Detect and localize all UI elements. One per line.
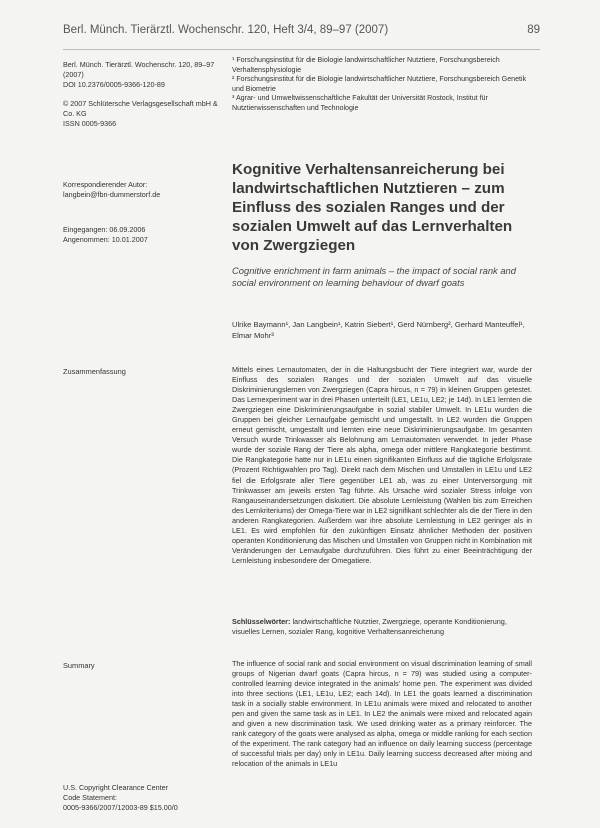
copyright: © 2007 Schlütersche Verlagsgesellschaft mbH & Co. KG (63, 99, 218, 118)
copyright-clearance (63, 783, 223, 813)
abstract-english: The influence of social rank and social environment on visual discrimination learning of small groups of Nigerian dwarf goats (Capra hircus, n = 79) was studied using a computer-controlled learning device integrated in the animals' home pen. The experiment was divided into three sections (LE1, LE1u, LE2; each 14d). In LE1 the goats learned a discrimination task in a socially stable environment. In LE1u animals were mixed and relocated to another pen and given the same task as in LE1. In LE2 the animals were mixed and relocated again and given a new discrimination task. We used drinking water as a primary reinforcer. The rank category of the goats were analysed as alpha, omega or middle ranking for each section of the experiment. The rank category had an influence on daily learning success (percentage of successful trials per day) only in LE1u. Daily learning success decreased after mixing and relocation of the animals in LE1u (232, 659, 532, 769)
running-header (63, 24, 540, 40)
corresponding-label: Korrespondierender Autor: (63, 180, 148, 189)
abstract-english-block (232, 659, 532, 770)
affiliation-3: ³ Agrar- und Umweltwissenschaftliche Fakultät der Universität Rostock, Institut für Nutztierwissenschaften und Technologie (232, 94, 488, 112)
ccc-label: U.S. Copyright Clearance Center (63, 783, 169, 792)
running-title: Berl. Münch. Tierärztl. Wochenschr. 120, Heft 3/4, 89–97 (2007) (63, 24, 389, 36)
issn: ISSN 0005-9366 (63, 119, 117, 128)
doi: DOI 10.2376/0005-9366-120-89 (63, 80, 165, 89)
zusammenfassung-label: Zusammenfassung (63, 367, 126, 376)
abstract-german-block (232, 365, 532, 566)
dates (63, 225, 223, 245)
summary-label: Summary (63, 661, 95, 670)
affiliation-1: ¹ Forschungsinstitut für die Biologie landwirtschaftlicher Nutztiere, Forschungsbereich Verhaltensphysiologie (232, 56, 500, 74)
author-list: Ulrike Baymann¹, Jan Langbein¹, Katrin Siebert¹, Gerd Nürnberg², Gerhard Manteuffel¹, Elmar Mohr³ (232, 320, 525, 340)
correspondence (63, 180, 223, 200)
keywords: landwirtschaftliche Nutztier, Zwergziege, operante Konditionierung, visuelles Lernen, sozialer Rang, kognitive Verhaltensanreicherung (232, 617, 507, 636)
keywords-label: Schlüsselwörter: (232, 617, 291, 626)
article-title-english: Cognitive enrichment in farm animals – the impact of social rank and social environment on learning behaviour of dwarf goats (232, 265, 516, 289)
received-date: Eingegangen: 06.09.2006 (63, 225, 146, 234)
abstract-german: Mittels eines Lernautomaten, der in die Haltungsbucht der Tiere integriert war, wurde der Einfluss des sozialen Ranges und der sozialen Umwelt auf das visuelle Diskriminierungslernen von Zwergziegen (Capra hircus, n = 79) in kleinen Gruppen getestet. Das Lernexperiment war in drei Phasen unterteilt (LE1, LE1u, LE2; je 14d). In LE1 lernten die Zwergziegen eine Diskriminierungsaufgabe in sozial stabiler Umwelt. In LE1u wurden die Gruppen bei gleicher Lernaufgabe gemischt und umgestallt. In LE2 wurden die Gruppen erneut gemischt, umgestallt und lernten eine neue Diskriminierungsaufgabe. Im gesamten Versuch wurde Trinkwasser als Belohnung am Lernautomaten verwendet. In jeder Phase wurde der soziale Rang der Tiere als alpha, omega oder mittlere Rangkategorie bestimmt. Die Rangkategorie hatte nur in LE1u einen signifikanten Einfluss auf die tägliche Erfolgsrate (Prozent Richtigwahlen pro Tag). Direkt nach dem Mischen und Umstallen in LE1u und LE2 fiel die Erfolgsrate aller Tiere gegenüber LE1 ab, was zu einer Unterversorgung mit Trinkwasser am jeweils ersten Tag führte. Als Ursache wird sozialer Stress infolge von Rangauseinandersetzungen diskutiert. Die absolute Lernleistung (Wahlen bis zum Erreichen des Lernkriteriums) der Omega-Tiere war in LE2 signifikant schlechter als die der Tiere in den anderen Rangkategorien. Außerdem war ihre absolute Lernleistung in LE2 geringer als in LE1. Es wird empfohlen für den zukünftigen Einsatz ähnlicher Methoden der positiven operanten Konditionierung das Mischen und Umstallen von Gruppen nicht in Kombination mit Veränderungen der Lernaufgabe durchzuführen. Dies führt zu einer Beeinträchtigung der Lernleistung insbesondere der Omegatiere. (232, 365, 532, 565)
journal-metadata (63, 60, 223, 129)
article-title-german: Kognitive Verhaltensanreicherung bei landwirtschaftlichen Nutztieren – zum Einfluss des sozialen Ranges und der sozialen Umwelt auf das Lernverhalten von Zwergziegen (232, 161, 513, 254)
page-number: 89 (527, 24, 540, 36)
header-rule (63, 49, 540, 50)
affiliations (232, 56, 532, 114)
ccc-code: 0005-9366/2007/12003-89 $15.00/0 (63, 803, 178, 812)
journal-reference: Berl. Münch. Tierärztl. Wochenschr. 120, 89–97 (2007) (63, 60, 215, 79)
accepted-date: Angenommen: 10.01.2007 (63, 235, 148, 244)
ccc-code-label: Code Statement: (63, 793, 117, 802)
corresponding-email[interactable]: langbein@fbn-dummerstorf.de (63, 190, 161, 199)
keywords-block (232, 617, 532, 637)
affiliation-2: ² Forschungsinstitut für die Biologie landwirtschaftlicher Nutztiere, Forschungsbereich Genetik und Biometrie (232, 75, 527, 93)
